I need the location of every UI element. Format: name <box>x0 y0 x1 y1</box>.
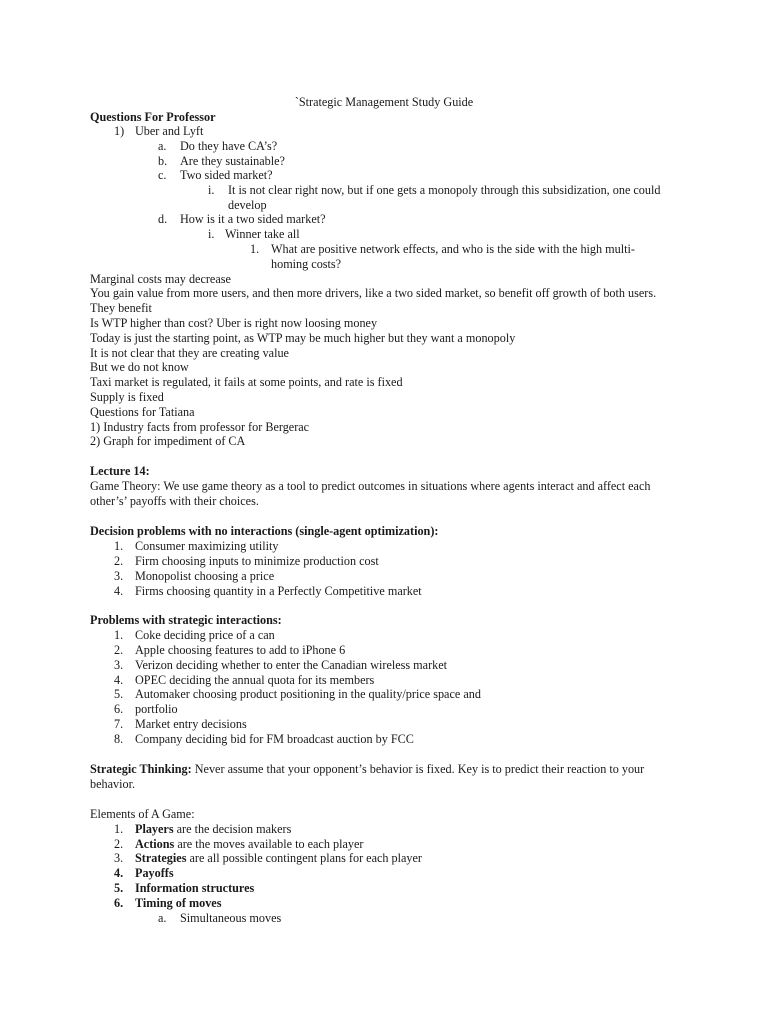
term-bold: Information structures <box>135 881 255 895</box>
list-item: It is not clear right now, but if one gets a monopoly through this subsidization, one could <box>228 183 661 197</box>
list-item-continued: homing costs? <box>271 257 342 271</box>
list-number: 2. <box>114 643 124 657</box>
strategic-thinking-line <box>90 762 644 777</box>
list-item: Monopolist choosing a price <box>135 569 275 583</box>
term-bold: Timing of moves <box>135 896 222 910</box>
list-item: Simultaneous moves <box>180 911 282 925</box>
list-letter: b. <box>158 154 168 168</box>
list-number: 5. <box>114 687 124 701</box>
list-item <box>135 851 422 866</box>
list-item <box>135 822 291 837</box>
list-item: Are they sustainable? <box>180 154 285 168</box>
note-line: But we do not know <box>90 360 189 374</box>
paragraph-line: behavior. <box>90 777 136 791</box>
list-item: Automaker choosing product positioning in the quality/price space and <box>135 687 481 701</box>
section-heading: Decision problems with no interactions (single-agent optimization): <box>90 524 439 538</box>
note-line: They benefit <box>90 301 152 315</box>
term-bold: Strategies <box>135 851 187 865</box>
list-item: portfolio <box>135 702 178 716</box>
paragraph-line: Game Theory: We use game theory as a tool to predict outcomes in situations where agents interact and affect each <box>90 479 651 493</box>
list-item: Apple choosing features to add to iPhone 6 <box>135 643 346 657</box>
list-item <box>135 866 174 881</box>
list-number: 6. <box>114 702 124 716</box>
list-letter: d. <box>158 212 168 226</box>
strategic-thinking-label: Strategic Thinking: <box>90 762 192 776</box>
list-number: 4. <box>114 673 124 687</box>
lecture-heading: Lecture 14: <box>90 464 150 478</box>
note-line: 1) Industry facts from professor for Bergerac <box>90 420 310 434</box>
list-item <box>135 837 363 852</box>
note-line: Marginal costs may decrease <box>90 272 231 286</box>
term-bold: Players <box>135 822 174 836</box>
note-line: Questions for Tatiana <box>90 405 195 419</box>
list-item-continued: develop <box>228 198 267 212</box>
term-text: are all possible contingent plans for each player <box>186 851 422 865</box>
list-item <box>135 896 221 911</box>
term-bold: Actions <box>135 837 175 851</box>
list-number: 4. <box>114 584 124 598</box>
list-item: Winner take all <box>225 227 300 241</box>
list-number: 3. <box>114 851 124 865</box>
list-letter: a. <box>158 139 167 153</box>
list-number: 1. <box>114 628 124 642</box>
list-item: Verizon deciding whether to enter the Canadian wireless market <box>135 658 448 672</box>
term-text: are the moves available to each player <box>174 837 364 851</box>
strategic-thinking-text: Never assume that your opponent’s behavior is fixed. Key is to predict their reaction to your <box>191 762 645 776</box>
list-number: 2. <box>114 554 124 568</box>
section-heading: Problems with strategic interactions: <box>90 613 282 627</box>
list-item: Firm choosing inputs to minimize production cost <box>135 554 379 568</box>
list-item: How is it a two sided market? <box>180 212 326 226</box>
note-line: It is not clear that they are creating value <box>90 346 289 360</box>
document-title: `Strategic Management Study Guide <box>294 95 474 109</box>
list-roman: i. <box>208 227 215 241</box>
note-line: Today is just the starting point, as WTP may be much higher but they want a monopoly <box>90 331 516 345</box>
list-item: Company deciding bid for FM broadcast auction by FCC <box>135 732 414 746</box>
list-number: 1. <box>250 242 260 256</box>
list-number: 1) <box>114 124 125 138</box>
list-number: 4. <box>114 866 124 880</box>
list-item <box>135 881 254 896</box>
list-item: What are positive network effects, and who is the side with the high multi- <box>271 242 635 256</box>
elements-heading: Elements of A Game: <box>90 807 195 821</box>
list-number: 8. <box>114 732 124 746</box>
term-text: are the decision makers <box>173 822 292 836</box>
list-number: 6. <box>114 896 124 910</box>
list-number: 1. <box>114 822 124 836</box>
list-number: 2. <box>114 837 124 851</box>
term-bold: Payoffs <box>135 866 174 880</box>
list-item: Coke deciding price of a can <box>135 628 275 642</box>
note-line: Taxi market is regulated, it fails at some points, and rate is fixed <box>90 375 403 389</box>
list-item: OPEC deciding the annual quota for its members <box>135 673 375 687</box>
note-line: Supply is fixed <box>90 390 164 404</box>
list-item: Uber and Lyft <box>135 124 204 138</box>
list-number: 1. <box>114 539 124 553</box>
list-number: 7. <box>114 717 124 731</box>
list-item: Consumer maximizing utility <box>135 539 279 553</box>
list-item: Market entry decisions <box>135 717 247 731</box>
list-number: 3. <box>114 569 124 583</box>
list-number: 3. <box>114 658 124 672</box>
note-line: You gain value from more users, and then more drivers, like a two sided market, so benefit off growth of both users. <box>90 286 657 300</box>
note-line: 2) Graph for impediment of CA <box>90 434 246 448</box>
paragraph-line: other’s’ payoffs with their choices. <box>90 494 259 508</box>
list-letter: c. <box>158 168 167 182</box>
list-item: Two sided market? <box>180 168 273 182</box>
list-roman: i. <box>208 183 215 197</box>
note-line: Is WTP higher than cost? Uber is right now loosing money <box>90 316 378 330</box>
list-item: Do they have CA’s? <box>180 139 278 153</box>
list-number: 5. <box>114 881 124 895</box>
list-letter: a. <box>158 911 167 925</box>
questions-heading: Questions For Professor <box>90 110 216 124</box>
list-item: Firms choosing quantity in a Perfectly Competitive market <box>135 584 422 598</box>
